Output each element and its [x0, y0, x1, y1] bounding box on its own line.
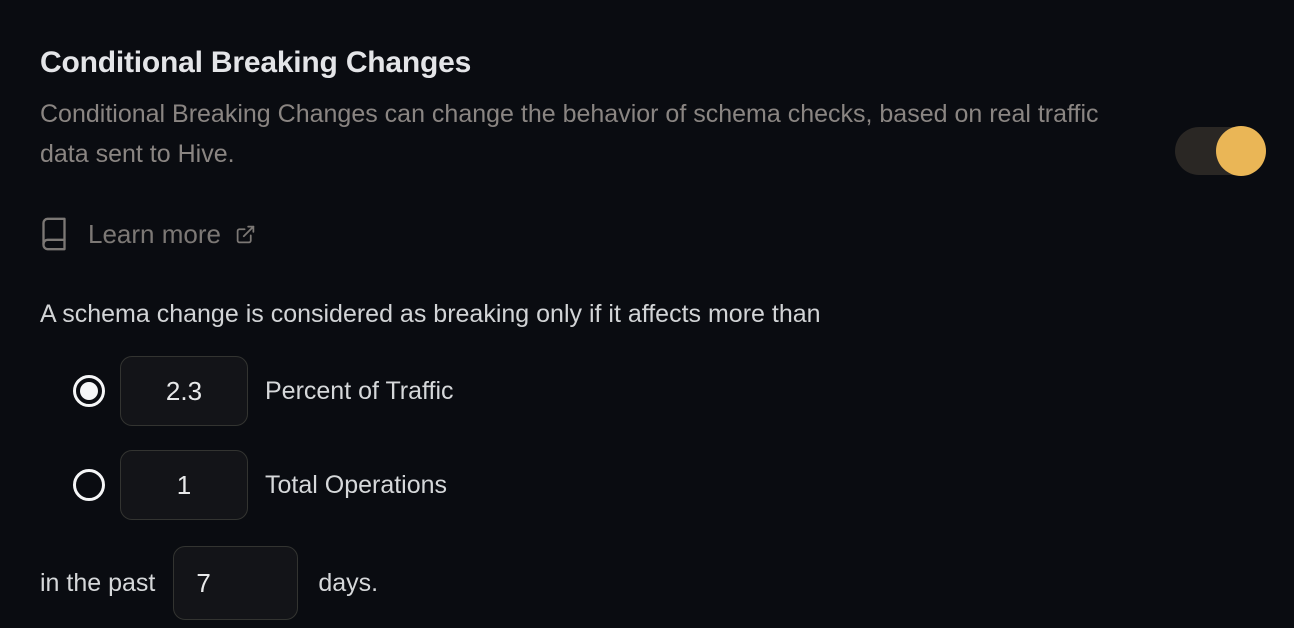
total-operations-input[interactable]: [120, 450, 248, 520]
period-row: [40, 546, 1294, 620]
section-title: Conditional Breaking Changes: [40, 46, 472, 79]
threshold-intro-text: A schema change is considered as breaking only if it affects more than: [40, 300, 821, 328]
percent-of-traffic-radio[interactable]: [73, 375, 105, 407]
total-operations-row: [40, 450, 1294, 520]
external-link-icon: [235, 224, 256, 245]
learn-more-link[interactable]: [40, 216, 256, 252]
total-operations-label: Total Operations: [265, 470, 448, 499]
period-prefix: in the past: [40, 568, 156, 597]
learn-more-label: Learn more: [88, 218, 221, 249]
percent-of-traffic-label: Percent of Traffic: [265, 376, 454, 405]
toggle-knob[interactable]: [1216, 126, 1266, 176]
conditional-breaking-changes-toggle[interactable]: [1175, 127, 1265, 175]
radio-dot: [80, 382, 98, 400]
total-operations-radio[interactable]: [73, 469, 105, 501]
percent-of-traffic-input[interactable]: [120, 356, 248, 426]
section-description: Conditional Breaking Changes can change the behavior of schema checks, based on real traffic data sent to Hive.: [40, 100, 1099, 168]
period-days-input[interactable]: [173, 546, 298, 620]
percent-of-traffic-row: [40, 356, 1294, 426]
period-suffix: days.: [318, 568, 379, 597]
book-icon: [40, 216, 68, 252]
